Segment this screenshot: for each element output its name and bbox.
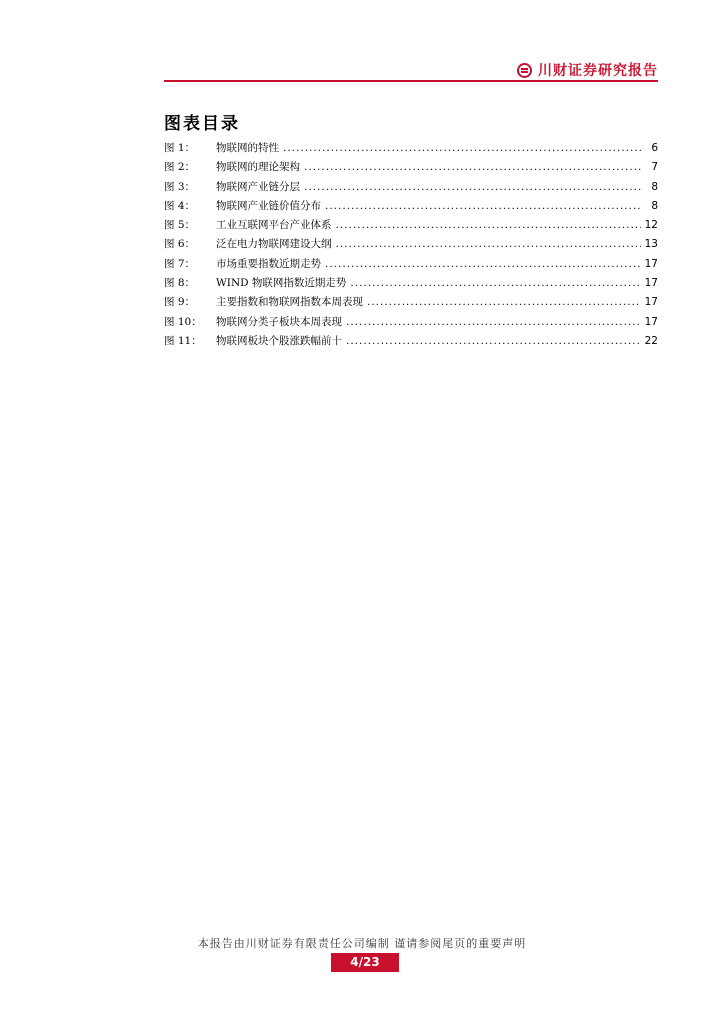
chuancai-logo-icon <box>517 63 532 78</box>
toc-item-label: 图 1： <box>164 142 196 154</box>
toc-item-leader <box>304 161 642 173</box>
toc-item-label: 图 11： <box>164 334 202 347</box>
toc-item-title: 主要指数和物联网指数本周表现 <box>216 296 363 309</box>
toc-item-title: 市场重要指数近期走势 <box>216 257 321 270</box>
toc-item[interactable] <box>164 275 658 294</box>
toc-item-leader <box>350 277 640 289</box>
toc-item[interactable] <box>164 333 658 352</box>
toc-item-page: 13 <box>644 238 658 251</box>
toc-item-page: 6 <box>651 142 658 154</box>
toc-item[interactable] <box>164 140 658 159</box>
toc-item[interactable] <box>164 314 658 333</box>
toc-title: 图表目录 <box>164 114 240 134</box>
toc-item-page: 7 <box>651 161 658 174</box>
toc-item-leader <box>325 258 641 270</box>
toc-item-title: 泛在电力物联网建设大纲 <box>216 238 332 251</box>
toc-item-title: 物联网的特性 <box>216 142 279 154</box>
toc-item-leader <box>325 200 642 212</box>
toc-item-page: 17 <box>644 257 658 270</box>
toc-item-label: 图 8： <box>164 277 196 290</box>
brand-name: 川财证券研究报告 <box>538 63 658 79</box>
toc-item-leader <box>346 316 641 328</box>
toc-item-page: 17 <box>644 296 658 309</box>
toc-item-label: 图 10： <box>164 315 202 328</box>
toc-item-page: 8 <box>651 180 658 193</box>
toc-item-label: 图 4： <box>164 199 196 212</box>
toc-item-label: 图 7： <box>164 257 196 270</box>
toc-item-page: 12 <box>644 219 658 232</box>
toc-item-leader <box>283 142 642 154</box>
toc-item-title: 物联网产业链价值分布 <box>216 199 321 212</box>
toc-item-title: 物联网板块个股涨跌幅前十 <box>216 334 342 347</box>
brand <box>517 60 658 80</box>
toc-item-title: 工业互联网平台产业体系 <box>216 219 332 232</box>
toc-item[interactable] <box>164 236 658 255</box>
toc-list <box>164 140 658 352</box>
toc-item-title: 物联网分类子板块本周表现 <box>216 315 342 328</box>
header-rule <box>164 80 658 82</box>
toc-item[interactable] <box>164 159 658 178</box>
toc-item-title: 物联网产业链分层 <box>216 180 300 193</box>
toc-item[interactable] <box>164 256 658 275</box>
toc-item-leader <box>346 335 641 347</box>
toc-item[interactable] <box>164 198 658 217</box>
toc-item-title: WIND 物联网指数近期走势 <box>216 277 347 290</box>
toc-item[interactable] <box>164 217 658 236</box>
toc-item-page: 17 <box>644 277 658 290</box>
toc-item-page: 22 <box>644 334 658 347</box>
toc-item[interactable] <box>164 179 658 198</box>
toc-item[interactable] <box>164 294 658 313</box>
toc-item-page: 8 <box>651 199 658 212</box>
toc-item-page: 17 <box>644 315 658 328</box>
toc-item-leader <box>304 181 642 193</box>
toc-item-leader <box>367 296 641 308</box>
toc-item-leader <box>336 238 641 250</box>
toc-item-label: 图 6： <box>164 238 196 251</box>
toc-item-title: 物联网的理论架构 <box>216 161 300 174</box>
toc-item-label: 图 3： <box>164 180 196 193</box>
footer-disclaimer: 本报告由川财证券有限责任公司编制 谨请参阅尾页的重要声明 <box>197 937 527 950</box>
toc-item-label: 图 5： <box>164 219 196 232</box>
toc-item-label: 图 9： <box>164 296 196 309</box>
toc-item-leader <box>336 219 641 231</box>
page-number-badge: 4/23 <box>331 953 399 972</box>
page-header <box>164 58 658 84</box>
toc-item-label: 图 2： <box>164 161 196 174</box>
